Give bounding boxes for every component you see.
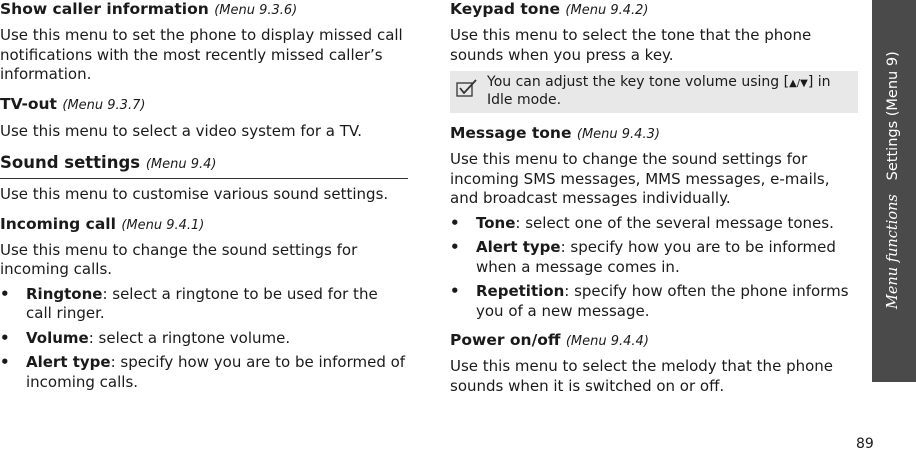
bullet-icon: • bbox=[0, 328, 10, 347]
section-heading: Keypad tone (Menu 9.4.2) bbox=[450, 0, 649, 18]
note-check-icon bbox=[456, 78, 478, 98]
chapter-tab-label: Menu functions Settings (Menu 9) bbox=[885, 51, 901, 309]
section-body: Use this menu to customise various sound settings. bbox=[0, 185, 389, 203]
note-box bbox=[450, 71, 858, 113]
section-heading: Incoming call (Menu 9.4.1) bbox=[0, 214, 205, 233]
section-body: Use this menu to select the melody that the phone sounds when it is switched on or off. bbox=[450, 357, 834, 395]
list-item: • Volume: select a ringtone volume. bbox=[0, 328, 291, 347]
section-keypad-tone bbox=[450, 0, 858, 113]
section-sound-settings bbox=[0, 154, 408, 205]
section-body: Use this menu to set the phone to display missed call notifications with the most recently missed caller’s information. bbox=[0, 26, 403, 83]
list-item: • Ringtone: select a ringtone to be used for the call ringer. bbox=[0, 284, 378, 322]
chapter-tab bbox=[872, 0, 916, 382]
section-show-caller bbox=[0, 0, 408, 85]
bullet-icon: • bbox=[0, 284, 10, 303]
section-heading: Sound settings (Menu 9.4) bbox=[0, 154, 408, 179]
section-heading: Power on/off (Menu 9.4.4) bbox=[450, 331, 649, 349]
section-heading: TV-out (Menu 9.3.7) bbox=[0, 94, 146, 113]
section-incoming-call bbox=[0, 215, 408, 393]
note-text: You can adjust the key tone volume using [▲/▼] in Idle mode. bbox=[487, 74, 831, 108]
right-column bbox=[450, 0, 858, 396]
section-tv-out bbox=[0, 95, 408, 142]
list-item: • Repetition: specify how often the phone informs you of a new message. bbox=[450, 282, 849, 320]
page-number: 89 bbox=[856, 436, 874, 452]
bullet-icon: • bbox=[450, 238, 460, 256]
section-body: Use this menu to select a video system for a TV. bbox=[0, 121, 363, 140]
navigation-keys-icon: ▲/▼ bbox=[789, 78, 808, 89]
bullet-icon: • bbox=[450, 282, 460, 300]
section-body: Use this menu to change the sound settings for incoming SMS messages, MMS messages, e-mails, and broadcast messages individually. bbox=[450, 150, 830, 207]
list-item: • Tone: select one of the several message tones. bbox=[450, 213, 834, 232]
section-heading: Message tone (Menu 9.4.3) bbox=[450, 124, 660, 142]
section-message-tone bbox=[450, 124, 858, 321]
section-body: Use this menu to change the sound settings for incoming calls. bbox=[0, 240, 358, 278]
list-item: • Alert type: specify how you are to be informed of incoming calls. bbox=[0, 353, 406, 391]
left-column bbox=[0, 0, 408, 392]
bullet-icon: • bbox=[450, 213, 460, 232]
list-item: • Alert type: specify how you are to be informed when a message comes in. bbox=[450, 238, 836, 276]
bullet-list bbox=[0, 285, 408, 393]
bullet-icon: • bbox=[0, 353, 10, 371]
section-heading: Show caller information (Menu 9.3.6) bbox=[0, 0, 298, 18]
section-power-on-off bbox=[450, 331, 858, 396]
bullet-list bbox=[450, 214, 858, 322]
section-body: Use this menu to select the tone that the phone sounds when you press a key. bbox=[450, 26, 812, 64]
